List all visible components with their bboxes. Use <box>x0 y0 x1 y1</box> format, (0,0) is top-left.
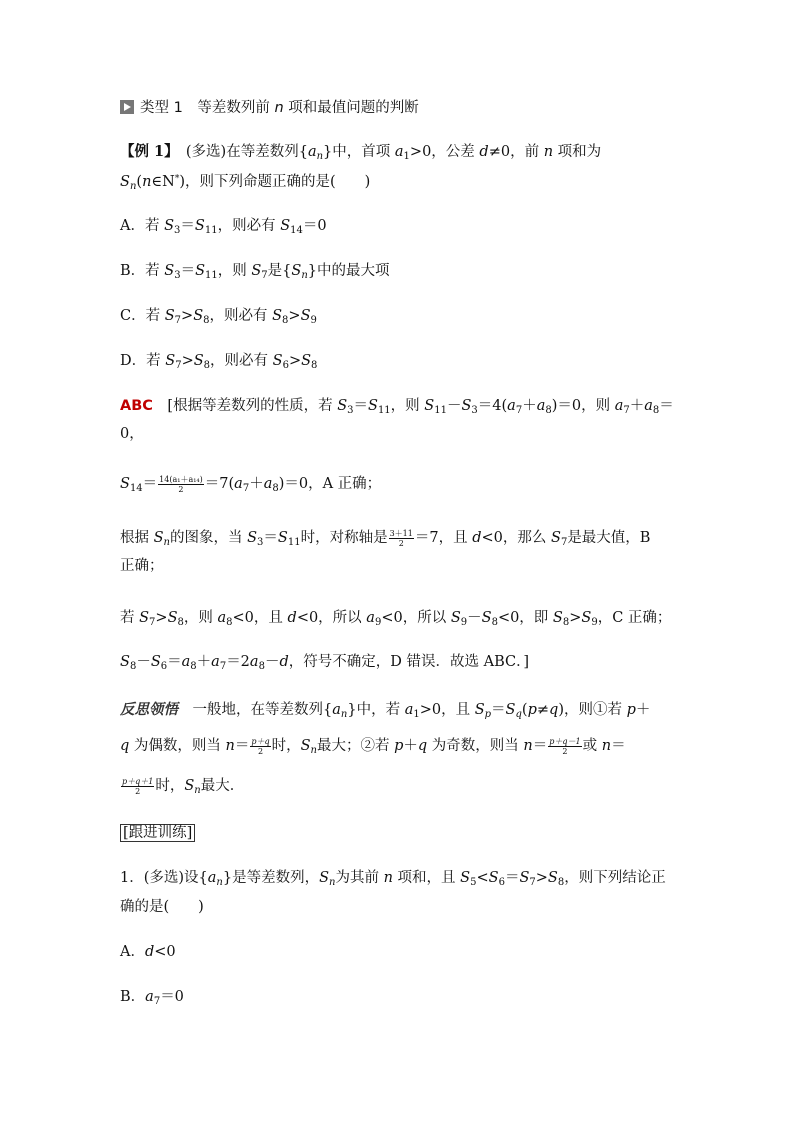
question-1-option-b: B．$a_7=0$ <box>120 989 184 1007</box>
example-line-1: 【例 1】 (多选)在等差数列$\{a_n\}$中，首项 $a_1>0$，公差 d≠0，前 n 项和为 <box>120 143 602 162</box>
fraction-odd-2: $\frac{p+q+1}{2}$ <box>122 776 154 796</box>
fraction-s14: $\frac{\text{14(a₁＋a₁₄)}}{2}$ <box>159 474 203 494</box>
answer-line-2: 0， <box>120 426 144 442</box>
answer-key: ABC <box>120 398 153 414</box>
question-1-line-2: 确的是( ) <box>120 899 204 915</box>
reflection-line-1: 反思领悟 一般地，在等差数列$\{a_n\}$中，若 $a_1>0$，且 $S_p=S_q(p\ne q)$，则①若 p＋ <box>120 702 651 720</box>
answer-line-1: ABC [根据等差数列的性质，若 $S_3=S_{11}$，则 $S_{11}-S_3=4(a_7+a_8)=0$，则 $a_7+a_8=$ <box>120 398 674 416</box>
fraction-odd-1: $\frac{p+q-1}{2}$ <box>549 736 581 756</box>
option-a: A．若 $S_3=S_{11}$，则必有 $S_{14}=0$ <box>120 218 327 236</box>
fraction-even: $\frac{p+q}{2}$ <box>251 736 270 756</box>
option-d: D．若 $S_7>S_8$，则必有 $S_6>S_8$ <box>120 353 318 371</box>
play-triangle-icon <box>120 100 134 114</box>
question-1-option-a: A．d<0 <box>120 944 176 960</box>
section-heading: 类型 1 等差数列前 n 项和最值问题的判断 <box>120 98 419 118</box>
option-b: B．若 $S_3=S_{11}$，则 $S_7$是$\{S_n\}$中的最大项 <box>120 263 390 281</box>
reflection-tag: 反思领悟 <box>120 702 178 718</box>
option-c: C．若 $S_7>S_8$，则必有 $S_8>S_9$ <box>120 308 317 326</box>
practice-tag-line <box>120 823 195 843</box>
answer-line-3: $S_{14}=$ $\frac{\text{14(a₁＋a₁₄)}}{2}$ $=7(a_7+a_8)=0$，A 正确； <box>120 474 382 494</box>
practice-tag: [跟进训练] <box>120 824 195 842</box>
example-line-2: $S_n(n\in N^*)$，则下列命题正确的是( ) <box>120 174 371 192</box>
answer-line-5: 正确； <box>120 558 164 574</box>
fraction-axis: $\frac{3+11}{2}$ <box>389 528 413 548</box>
answer-line-7: $S_8-S_6=a_8+a_7=2a_8-d$，符号不确定，D 错误．故选 ABC．] <box>120 654 529 672</box>
answer-line-4: 根据 $S_n$的图象，当 $S_3=S_{11}$时，对称轴是 $\frac{3+11}{2}$ ＝7，且 d<0，那么 $S_7$是最大值，B <box>120 528 651 548</box>
reflection-line-3: $\frac{p+q+1}{2}$ 时，$S_n$最大． <box>122 776 245 796</box>
example-tag: 【例 1】 <box>120 143 172 160</box>
reflection-line-2: q 为偶数，则当 n＝ $\frac{p+q}{2}$ 时，$S_n$最大；②若 p＋q 为奇数，则当 n＝ $\frac{p+q-1}{2}$ 或 n＝ <box>120 736 626 756</box>
answer-line-6: 若 $S_7>S_8$，则 $a_8<0$，且 d<0，所以 $a_9<0$，所以 $S_9-S_8<0$，即 $S_8>S_9$，C 正确； <box>120 610 672 628</box>
question-1-line-1: 1．(多选)设$\{a_n\}$是等差数列，$S_n$为其前 n 项和，且 $S_5<S_6=S_7>S_8$，则下列结论正 <box>120 870 666 888</box>
